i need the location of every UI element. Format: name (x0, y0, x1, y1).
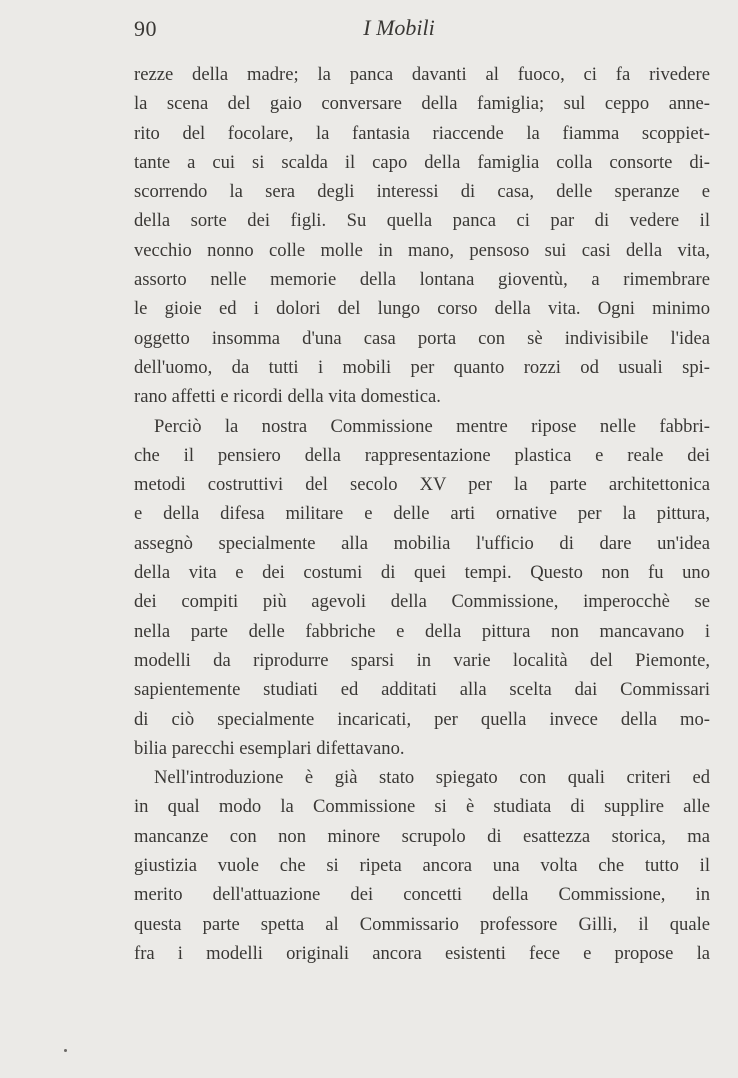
text-line: mancanze con non minore scrupolo di esattezza storica, ma (134, 825, 710, 847)
text-line: la scena del gaio conversare della famiglia; sul ceppo anne- (134, 93, 710, 115)
text-line: di ciò specialmente incaricati, per quella invece della mo- (134, 708, 710, 730)
running-title: I Mobili (363, 15, 435, 40)
text-line: Perciò la nostra Commissione mentre ripose nelle fabbri- (154, 415, 710, 437)
text-line: rano affetti e ricordi della vita domestica. (134, 386, 441, 408)
text-line: dell'uomo, da tutti i mobili per quanto rozzi od usuali spi- (134, 356, 710, 378)
text-line: le gioie ed i dolori del lungo corso della vita. Ogni minimo (134, 298, 710, 320)
text-line: e della difesa militare e delle arti ornative per la pittura, (134, 503, 710, 525)
text-line: tante a cui si scalda il capo della famiglia colla consorte di- (134, 151, 710, 173)
text-line: assegnò specialmente alla mobilia l'ufficio di dare un'idea (134, 532, 710, 554)
text-line: in qual modo la Commissione si è studiata di supplire alle (134, 796, 710, 818)
text-line: vecchio nonno colle molle in mano, pensoso sui casi della vita, (134, 239, 710, 261)
text-line: Nell'introduzione è già stato spiegato con quali criteri ed (154, 767, 710, 789)
text-line: oggetto insomma d'una casa porta con sè indivisibile l'idea (134, 327, 710, 349)
text-line: fra i modelli originali ancora esistenti fece e propose la (134, 942, 710, 964)
text-line: modelli da riprodurre sparsi in varie località del Piemonte, (134, 649, 710, 671)
text-line: della vita e dei costumi di quei tempi. Questo non fu uno (134, 562, 710, 584)
text-line: rezze della madre; la panca davanti al fuoco, ci fa rivedere (134, 64, 710, 85)
text-line: sapientemente studiati ed additati alla scelta dai Commissari (134, 679, 710, 701)
page-number: 90 (134, 16, 157, 41)
text-line: scorrendo la sera degli interessi di casa, delle speranze e (134, 181, 710, 203)
text-line: rito del focolare, la fantasia riaccende la fiamma scoppiet- (134, 122, 710, 144)
body-text (134, 60, 710, 968)
text-line: metodi costruttivi del secolo XV per la parte architettonica (134, 474, 710, 496)
text-line: nella parte delle fabbriche e della pittura non mancavano i (134, 620, 710, 642)
text-line: giustizia vuole che si ripeta ancora una volta che tutto il (134, 855, 710, 877)
text-line: questa parte spetta al Commissario professore Gilli, il quale (134, 913, 710, 935)
text-line: bilia parecchi esemplari difettavano. (134, 737, 405, 759)
paper-speck (64, 1049, 67, 1052)
text-line: che il pensiero della rappresentazione plastica e reale dei (134, 444, 710, 466)
text-line: dei compiti più agevoli della Commissione, imperocchè se (134, 591, 710, 613)
text-line: della sorte dei figli. Su quella panca ci par di vedere il (134, 210, 710, 232)
text-line: assorto nelle memorie della lontana gioventù, a rimembrare (134, 269, 710, 291)
text-line: merito dell'attuazione dei concetti della Commissione, in (134, 884, 710, 906)
